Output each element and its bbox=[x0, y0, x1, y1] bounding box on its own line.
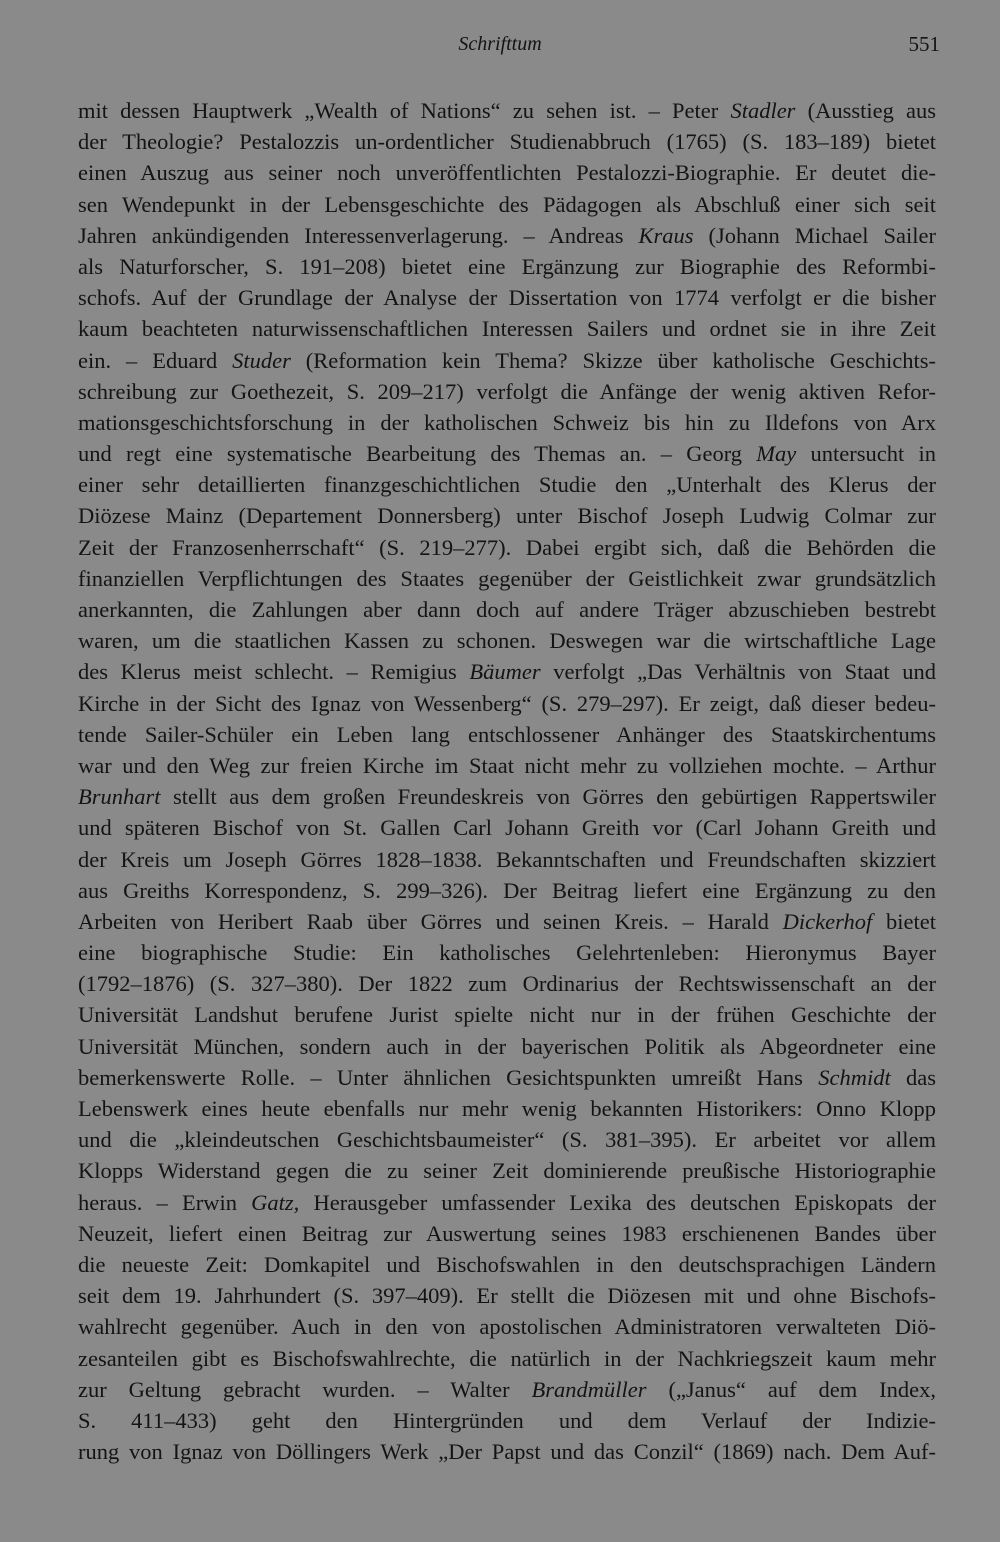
text-run: ein. – Eduard bbox=[78, 347, 233, 373]
author-name: Bäumer bbox=[469, 659, 541, 685]
text-line bbox=[78, 95, 936, 126]
text-run: mationsgeschichtsforschung in der katholischen Schweiz bis hin zu Ildefons von Arx bbox=[78, 409, 936, 435]
text-run: und die „kleindeutschen Geschichtsbaumeister“ (S. 381–395). Er arbeitet vor allem bbox=[78, 1127, 936, 1153]
text-run: (Ausstieg aus bbox=[795, 98, 936, 123]
text-run: mit dessen Hauptwerk „Wealth of Nations“ zu sehen ist. – Peter bbox=[78, 98, 731, 123]
text-line bbox=[78, 1343, 936, 1374]
author-name: Stadler bbox=[730, 98, 796, 123]
text-line bbox=[78, 812, 936, 843]
text-line bbox=[78, 407, 936, 438]
author-name: May bbox=[756, 441, 797, 467]
text-run: zur Geltung gebracht wurden. – Walter bbox=[78, 1376, 532, 1402]
text-line bbox=[78, 126, 936, 157]
text-line bbox=[78, 220, 936, 251]
text-run: S. 411–433) geht den Hintergründen und dem Verlauf der Indizie- bbox=[78, 1407, 936, 1433]
text-run: Neuzeit, liefert einen Beitrag zur Auswertung seines 1983 erschienenen Bandes über bbox=[78, 1220, 936, 1246]
text-run: stellt aus dem großen Freundeskreis von Görres den gebürtigen Rappertswiler bbox=[160, 784, 936, 810]
text-run: Zeit der Franzosenherrschaft“ (S. 219–277). Dabei ergibt sich, daß die Behörden die bbox=[78, 534, 936, 560]
author-name: Kraus bbox=[638, 222, 694, 248]
text-line bbox=[78, 1031, 936, 1062]
text-run: einen Auszug aus seiner noch unveröffentlichten Pestalozzi-Biographie. Er deutet die- bbox=[78, 160, 936, 186]
author-name: Dickerhof bbox=[782, 908, 873, 934]
text-run: Herausgeber umfassender Lexika des deutschen Episkopats der bbox=[299, 1189, 936, 1215]
text-run: schreibung zur Goethezeit, S. 209–217) verfolgt die Anfänge der wenig aktiven Refor- bbox=[78, 378, 936, 404]
text-run: eine biographische Studie: Ein katholisches Gelehrtenleben: Hieronymus Bayer bbox=[78, 940, 936, 966]
text-run: und regt eine systematische Bearbeitung des Themas an. – Georg bbox=[78, 441, 757, 467]
text-run: Lebenswerk eines heute ebenfalls nur mehr wenig bekannten Historikers: Onno Klopp bbox=[78, 1096, 936, 1121]
text-run: einer sehr detaillierten finanzgeschichtlichen Studie den „Unterhalt des Klerus der bbox=[78, 472, 936, 498]
text-run: untersucht in bbox=[796, 441, 936, 467]
text-line bbox=[78, 563, 936, 594]
text-run: Kirche in der Sicht des Ignaz von Wessenberg“ (S. 279–297). Er zeigt, daß dieser bedeu- bbox=[78, 690, 936, 716]
text-line bbox=[78, 594, 936, 625]
text-run: der Theologie? Pestalozzis un-ordentlicher Studienabbruch (1765) (S. 183–189) bietet bbox=[78, 129, 936, 155]
text-line bbox=[78, 1155, 936, 1186]
text-line bbox=[78, 1124, 936, 1155]
text-run: waren, um die staatlichen Kassen zu schonen. Deswegen war die wirtschaftliche Lage bbox=[78, 628, 936, 654]
text-run: („Janus“ auf dem Index, bbox=[646, 1376, 936, 1402]
text-line bbox=[78, 999, 936, 1030]
text-line bbox=[78, 532, 936, 563]
text-line bbox=[78, 719, 936, 750]
text-run: des Klerus meist schlecht. – Remigius bbox=[78, 659, 470, 685]
text-run: war und den Weg zur freien Kirche im Staat nicht mehr zu vollziehen mochte. – Arthur bbox=[78, 752, 936, 778]
text-run: kaum beachteten naturwissenschaftlichen Interessen Sailers und ordnet sie in ihre Zeit bbox=[78, 316, 936, 342]
author-name: Brandmüller bbox=[531, 1376, 647, 1402]
text-run: und späteren Bischof von St. Gallen Carl Johann Greith vor (Carl Johann Greith und bbox=[78, 815, 936, 841]
text-run: (1792–1876) (S. 327–380). Der 1822 zum Ordinarius der Rechtswissenschaft an der bbox=[78, 971, 936, 997]
text-line bbox=[78, 1093, 936, 1124]
text-run: Arbeiten von Heribert Raab über Görres und seinen Kreis. – Harald bbox=[78, 908, 783, 934]
text-line bbox=[78, 157, 936, 188]
text-line bbox=[78, 376, 936, 407]
text-run: schofs. Auf der Grundlage der Analyse der Dissertation von 1774 verfolgt er die bisher bbox=[78, 285, 936, 311]
text-run: wahlrecht gegenüber. Auch in den von apostolischen Administratoren verwalteten Diö- bbox=[78, 1314, 936, 1340]
text-run: bemerkenswerte Rolle. – Unter ähnlichen Gesichtspunkten umreißt Hans bbox=[78, 1064, 819, 1090]
text-run: heraus. – Erwin bbox=[78, 1189, 252, 1215]
text-run: zesanteilen gibt es Bischofswahlrechte, die natürlich in der Nachkriegszeit kaum mehr bbox=[78, 1345, 936, 1371]
text-run: (Reformation kein Thema? Skizze über katholische Geschichts- bbox=[290, 347, 936, 373]
text-run: Klopps Widerstand gegen die zu seiner Zeit dominierende preußische Historiographie bbox=[78, 1158, 936, 1184]
text-run: verfolgt „Das Verhältnis von Staat und bbox=[540, 659, 936, 685]
running-title: Schrifttum bbox=[458, 33, 542, 55]
author-name: Brunhart bbox=[78, 784, 161, 810]
text-line bbox=[78, 906, 936, 937]
text-line bbox=[78, 469, 936, 500]
text-run: tende Sailer-Schüler ein Leben lang entschlossener Anhänger des Staatskirchentums bbox=[78, 721, 936, 747]
text-run: rung von Ignaz von Döllingers Werk „Der Papst und das Conzil“ (1869) nach. Dem Auf- bbox=[78, 1439, 936, 1465]
text-line bbox=[78, 1374, 936, 1405]
text-line bbox=[78, 937, 936, 968]
text-line bbox=[78, 1187, 936, 1218]
text-run: sen Wendepunkt in der Lebensgeschichte des Pädagogen als Abschluß einer sich seit bbox=[78, 191, 936, 217]
text-run: aus Greiths Korrespondenz, S. 299–326). Der Beitrag liefert eine Ergänzung zu den bbox=[78, 877, 936, 903]
author-name: Schmidt bbox=[818, 1064, 891, 1090]
body-text bbox=[78, 95, 936, 1467]
text-line bbox=[78, 844, 936, 875]
text-line bbox=[78, 750, 936, 781]
text-line bbox=[78, 438, 936, 469]
text-run: Diözese Mainz (Departement Donnersberg) unter Bischof Joseph Ludwig Colmar zur bbox=[78, 503, 936, 529]
text-line bbox=[78, 1436, 936, 1467]
text-run: Universität München, sondern auch in der bayerischen Politik als Abgeordneter eine bbox=[78, 1033, 936, 1059]
author-name: Gatz, bbox=[251, 1189, 300, 1215]
text-line bbox=[78, 656, 936, 687]
text-run: seit dem 19. Jahrhundert (S. 397–409). Er stellt die Diözesen mit und ohne Bischofs- bbox=[78, 1283, 936, 1309]
text-line bbox=[78, 189, 936, 220]
text-line bbox=[78, 1405, 936, 1436]
text-line bbox=[78, 1249, 936, 1280]
text-line bbox=[78, 313, 936, 344]
text-run: bietet bbox=[872, 908, 937, 934]
text-line bbox=[78, 1311, 936, 1342]
text-run: Universität Landshut berufene Jurist spielte nicht nur in der frühen Geschichte der bbox=[78, 1002, 936, 1028]
text-line bbox=[78, 625, 936, 656]
text-line bbox=[78, 282, 936, 313]
text-run: das bbox=[890, 1064, 936, 1090]
text-line bbox=[78, 1218, 936, 1249]
text-line bbox=[78, 781, 936, 812]
page-number: 551 bbox=[908, 32, 940, 56]
text-run: finanziellen Verpflichtungen des Staates gegenüber der Geistlichkeit zwar grundsätzlich bbox=[78, 565, 936, 591]
text-line bbox=[78, 1280, 936, 1311]
text-line bbox=[78, 345, 936, 376]
text-run: anerkannten, die Zahlungen aber dann doch auf andere Träger abzuschieben bestrebt bbox=[78, 597, 936, 622]
text-line bbox=[78, 1062, 936, 1093]
text-line bbox=[78, 688, 936, 719]
text-run: als Naturforscher, S. 191–208) bietet eine Ergänzung zur Biographie des Reformbi- bbox=[78, 253, 936, 279]
text-run: (Johann Michael Sailer bbox=[693, 222, 936, 248]
running-head bbox=[0, 30, 1000, 60]
text-run: der Kreis um Joseph Görres 1828–1838. Bekanntschaften und Freundschaften skizziert bbox=[78, 846, 936, 872]
text-run: die neueste Zeit: Domkapitel und Bischofswahlen in den deutschsprachigen Ländern bbox=[78, 1251, 936, 1277]
text-line bbox=[78, 500, 936, 531]
text-line bbox=[78, 251, 936, 282]
text-line bbox=[78, 968, 936, 999]
text-line bbox=[78, 875, 936, 906]
text-run: Jahren ankündigenden Interessenverlagerung. – Andreas bbox=[78, 222, 639, 248]
author-name: Studer bbox=[232, 347, 291, 373]
